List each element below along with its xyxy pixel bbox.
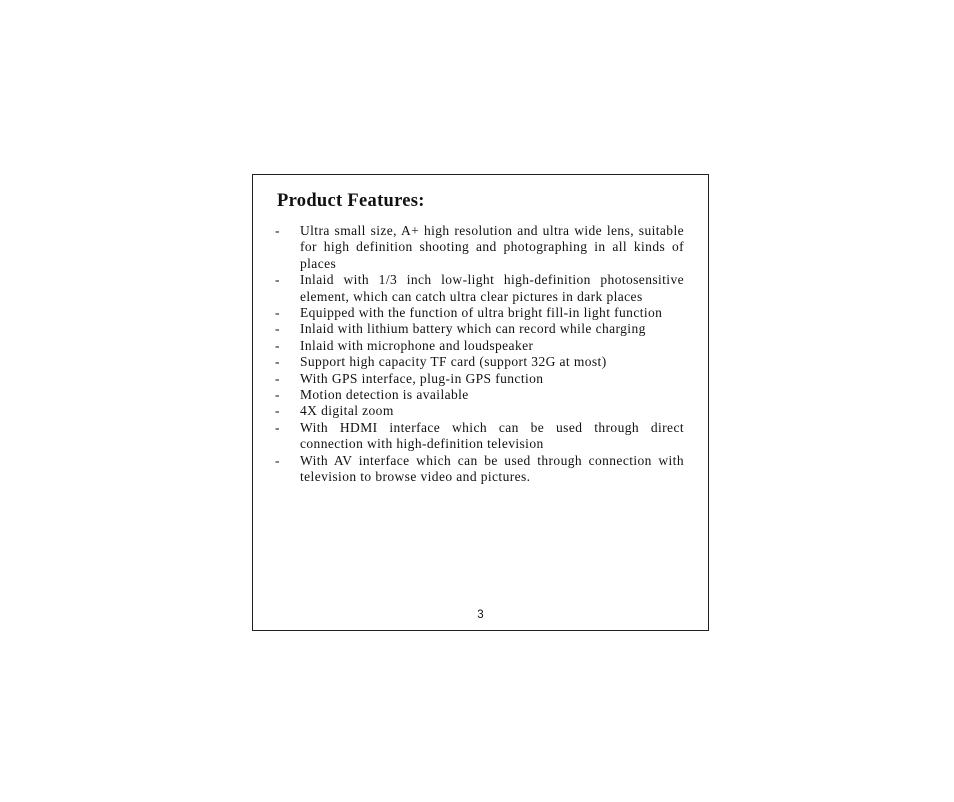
bullet-dash: - — [275, 272, 280, 288]
bullet-dash: - — [275, 337, 280, 353]
feature-item-2 — [275, 272, 684, 305]
bullet-dash: - — [275, 305, 280, 321]
bullet-dash: - — [275, 403, 280, 419]
feature-text: Inlaid with lithium battery which can record while charging — [300, 321, 646, 337]
feature-text: 4X digital zoom — [300, 403, 394, 419]
feature-text: Inlaid with 1/3 inch low-light high-definition photosensitive element, which can catch ultra clear pictures in dark places — [300, 272, 684, 304]
feature-item-6 — [275, 354, 684, 370]
feature-item-10 — [275, 420, 684, 453]
feature-text: With AV interface which can be used through connection with television to browse video and pictures. — [300, 452, 684, 485]
bullet-dash: - — [275, 354, 280, 370]
feature-text: With HDMI interface which can be used through direct connection with high-definition television — [300, 419, 684, 452]
feature-item-9 — [275, 403, 684, 419]
feature-item-4 — [275, 321, 684, 337]
bullet-dash: - — [275, 370, 280, 386]
feature-item-3 — [275, 305, 684, 321]
feature-text: Equipped with the function of ultra bright fill-in light function — [300, 305, 663, 321]
bullet-dash: - — [275, 321, 280, 337]
feature-text: Motion detection is available — [300, 387, 469, 403]
bullet-dash: - — [275, 419, 280, 435]
manual-page — [252, 174, 709, 631]
feature-item-11 — [275, 453, 684, 486]
feature-text: Ultra small size, A+ high resolution and ultra wide lens, suitable for high definition shooting and photographing in all kinds of places — [300, 223, 684, 271]
bullet-dash: - — [275, 223, 280, 238]
feature-text: Inlaid with microphone and loudspeaker — [300, 337, 534, 353]
feature-item-5 — [275, 338, 684, 354]
page-title: Product Features: — [277, 191, 425, 211]
feature-text: With GPS interface, plug-in GPS function — [300, 370, 544, 386]
feature-item-7 — [275, 371, 684, 387]
feature-list — [275, 223, 684, 486]
feature-text: Support high capacity TF card (support 32G at most) — [300, 354, 607, 370]
bullet-dash: - — [275, 452, 280, 468]
feature-item-8 — [275, 387, 684, 403]
feature-item-1 — [275, 223, 684, 272]
bullet-dash: - — [275, 387, 280, 403]
page-number: 3 — [477, 609, 484, 621]
